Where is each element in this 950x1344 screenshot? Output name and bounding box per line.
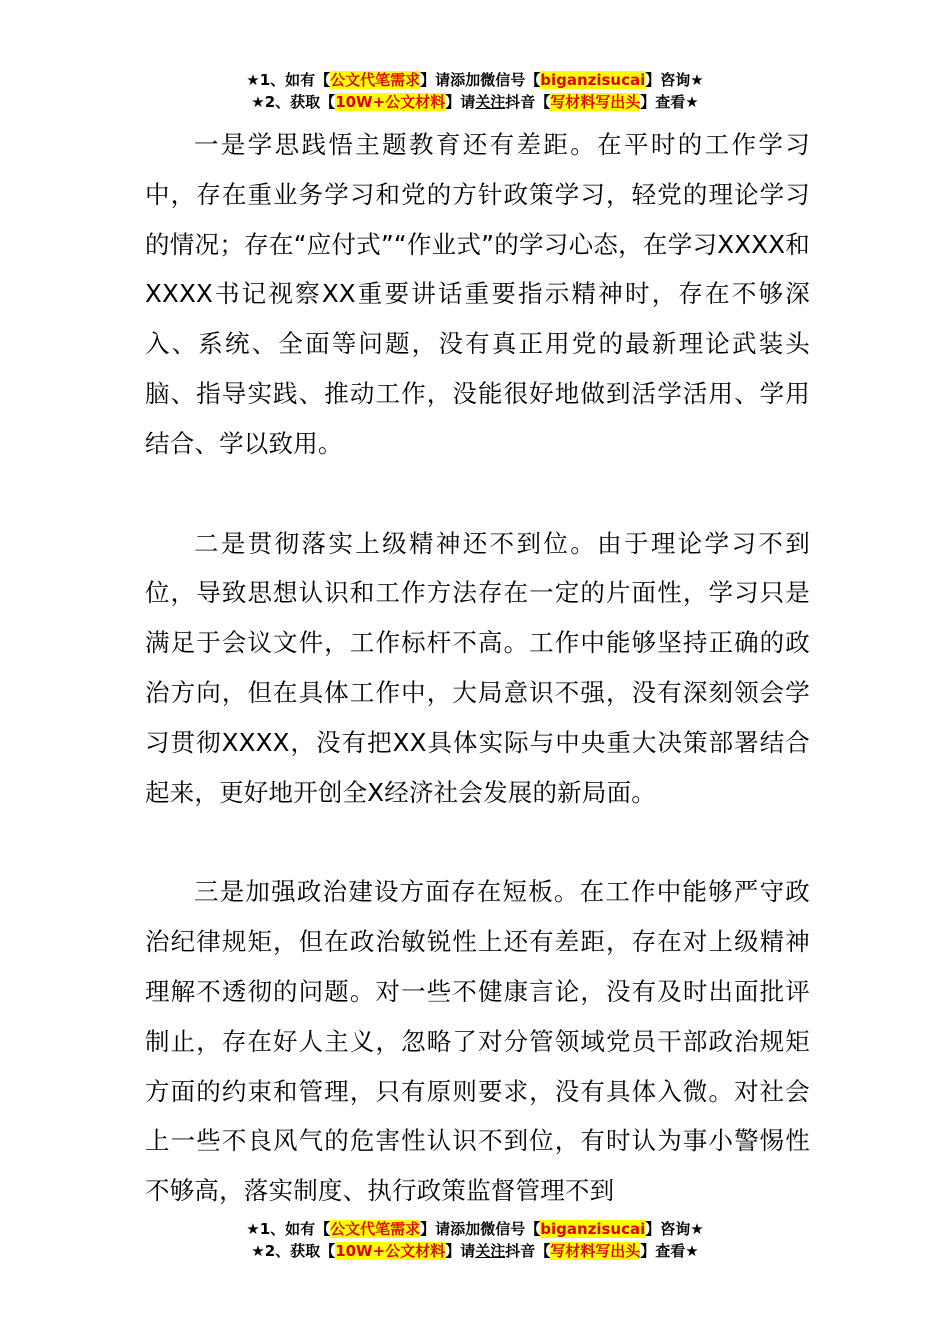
banner-highlight-materials: 10W+公文材料 xyxy=(335,93,446,111)
banner-highlight-douyin: 写材料写出头 xyxy=(550,1242,641,1260)
header-banner xyxy=(0,69,950,113)
paragraph-2: 二是贯彻落实上级精神还不到位。由于理论学习不到位，导致思想认识和工作方法存在一定的片面性，学习只是满足于会议文件，工作标杆不高。工作中能够坚持正确的政治方向，但在具体工作中，大局意识不强，没有深刻领会学习贯彻XXXX，没有把XX具体实际与中央重大决策部署结合起来，更好地开创全X经济社会发展的新局面。 xyxy=(145,528,810,807)
banner-highlight-wechat-id: biganzisucai xyxy=(540,1220,646,1238)
document-body xyxy=(145,120,810,1216)
banner-highlight-materials: 10W+公文材料 xyxy=(335,1242,446,1260)
banner-line-2: ★2、获取【10W+公文材料】请关注抖音【写材料写出头】查看★ xyxy=(251,1242,699,1260)
banner-highlight-service: 公文代笔需求 xyxy=(330,1220,421,1238)
banner-highlight-service: 公文代笔需求 xyxy=(330,71,421,89)
footer-banner xyxy=(0,1218,950,1262)
banner-line-1: ★1、如有【公文代笔需求】请添加微信号【biganzisucai】咨询★ xyxy=(246,1220,704,1238)
banner-highlight-wechat-id: biganzisucai xyxy=(540,71,646,89)
paragraph-1: 一是学思践悟主题教育还有差距。在平时的工作学习中，存在重业务学习和党的方针政策学习，轻党的理论学习的情况；存在“应付式”“作业式”的学习心态，在学习XXXX和XXXX书记视察XX重要讲话重要指示精神时，存在不够深入、系统、全面等问题，没有真正用党的最新理论武装头脑、指导实践、推动工作，没能很好地做到活学活用、学用结合、学以致用。 xyxy=(145,130,810,458)
banner-line-1: ★1、如有【公文代笔需求】请添加微信号【biganzisucai】咨询★ xyxy=(246,71,704,89)
paragraph-3: 三是加强政治建设方面存在短板。在工作中能够严守政治纪律规矩，但在政治敏锐性上还有差距，存在对上级精神理解不透彻的问题。对一些不健康言论，没有及时出面批评制止，存在好人主义，忽略了对分管领域党员干部政治规矩方面的约束和管理，只有原则要求，没有具体入微。对社会上一些不良风气的危害性认识不到位，有时认为事小警惕性不够高，落实制度、执行政策监督管理不到 xyxy=(145,877,810,1206)
banner-highlight-douyin: 写材料写出头 xyxy=(550,93,641,111)
banner-line-2: ★2、获取【10W+公文材料】请关注抖音【写材料写出头】查看★ xyxy=(251,93,699,111)
